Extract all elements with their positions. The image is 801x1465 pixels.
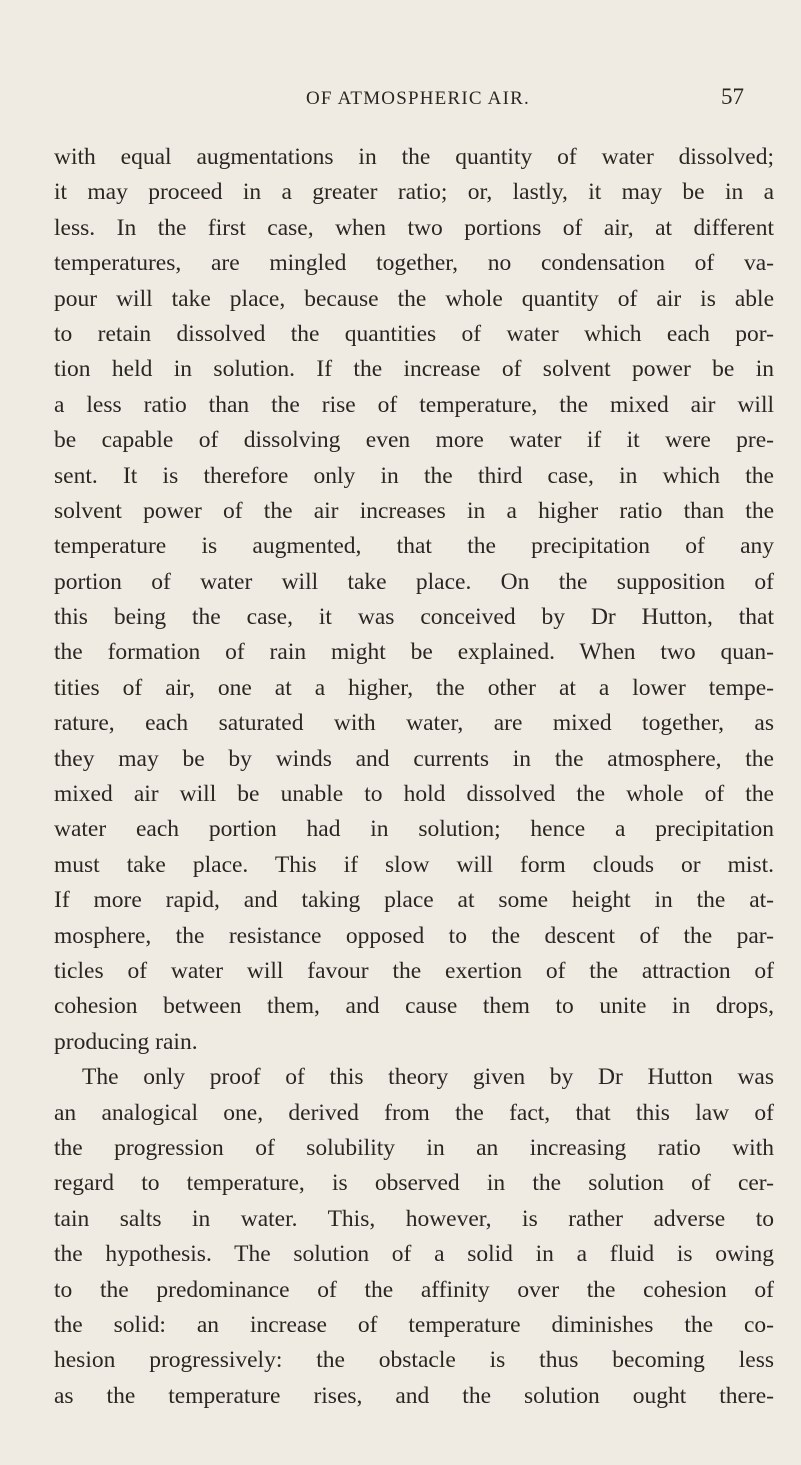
- text-line: solvent power of the air increases in a higher ratio than the: [54, 497, 774, 524]
- text-line: water each portion had in solution; hence a precipitation: [54, 816, 774, 843]
- page-number: 57: [721, 84, 744, 109]
- text-line: portion of water will take place. On the supposition of: [54, 568, 774, 595]
- text-line: less. In the first case, when two portions of air, at different: [54, 214, 774, 241]
- text-line: the formation of rain might be explained. When two quan-: [54, 639, 774, 666]
- text-line: temperature is augmented, that the precipitation of any: [54, 533, 774, 560]
- text-line: must take place. This if slow will form clouds or mist.: [54, 851, 774, 878]
- text-line: mixed air will be unable to hold dissolved the whole of the: [54, 781, 774, 808]
- text-line: they may be by winds and currents in the atmosphere, the: [54, 745, 774, 772]
- text-line: to the predominance of the affinity over the cohesion of: [54, 1276, 774, 1303]
- text-line: the hypothesis. The solution of a solid in a fluid is owing: [54, 1241, 774, 1268]
- text-line: as the temperature rises, and the solution ought there-: [54, 1382, 774, 1409]
- text-line: the solid: an increase of temperature diminishes the co-: [54, 1311, 774, 1338]
- text-line: tities of air, one at a higher, the other at a lower tempe-: [54, 674, 774, 701]
- text-line: tion held in solution. If the increase of solvent power be in: [54, 356, 774, 383]
- text-line: mosphere, the resistance opposed to the descent of the par-: [54, 922, 774, 949]
- text-line: rature, each saturated with water, are mixed together, as: [54, 710, 774, 737]
- text-line: a less ratio than the rise of temperature, the mixed air will: [54, 391, 774, 418]
- text-line: with equal augmentations in the quantity of water dissolved;: [54, 144, 774, 170]
- text-line: this being the case, it was conceived by Dr Hutton, that: [54, 604, 774, 631]
- text-line: pour will take place, because the whole quantity of air is able: [54, 285, 774, 312]
- paragraph-start-line: The only proof of this theory given by Dr Hutton was: [82, 1064, 774, 1091]
- text-line: to retain dissolved the quantities of water which each por-: [54, 320, 774, 347]
- text-line: regard to temperature, is observed in the solution of cer-: [54, 1170, 774, 1197]
- text-line: the progression of solubility in an increasing ratio with: [54, 1134, 774, 1161]
- text-line: it may proceed in a greater ratio; or, lastly, it may be in a: [54, 179, 774, 206]
- paragraph-end-line: producing rain.: [54, 1028, 198, 1055]
- text-line: If more rapid, and taking place at some height in the at-: [54, 887, 774, 914]
- text-line: temperatures, are mingled together, no condensation of va-: [54, 250, 774, 277]
- text-line: sent. It is therefore only in the third case, in which the: [54, 462, 774, 489]
- running-title: OF ATMOSPHERIC AIR.: [306, 88, 530, 109]
- text-line: cohesion between them, and cause them to unite in drops,: [54, 993, 774, 1020]
- text-line: be capable of dissolving even more water if it were pre-: [54, 427, 774, 454]
- body-text: [54, 140, 774, 1414]
- text-line: tain salts in water. This, however, is rather adverse to: [54, 1205, 774, 1232]
- text-line: ticles of water will favour the exertion of the attraction of: [54, 957, 774, 984]
- page-header: [0, 84, 801, 118]
- text-line: hesion progressively: the obstacle is thus becoming less: [54, 1347, 774, 1374]
- text-line: an analogical one, derived from the fact, that this law of: [54, 1099, 774, 1126]
